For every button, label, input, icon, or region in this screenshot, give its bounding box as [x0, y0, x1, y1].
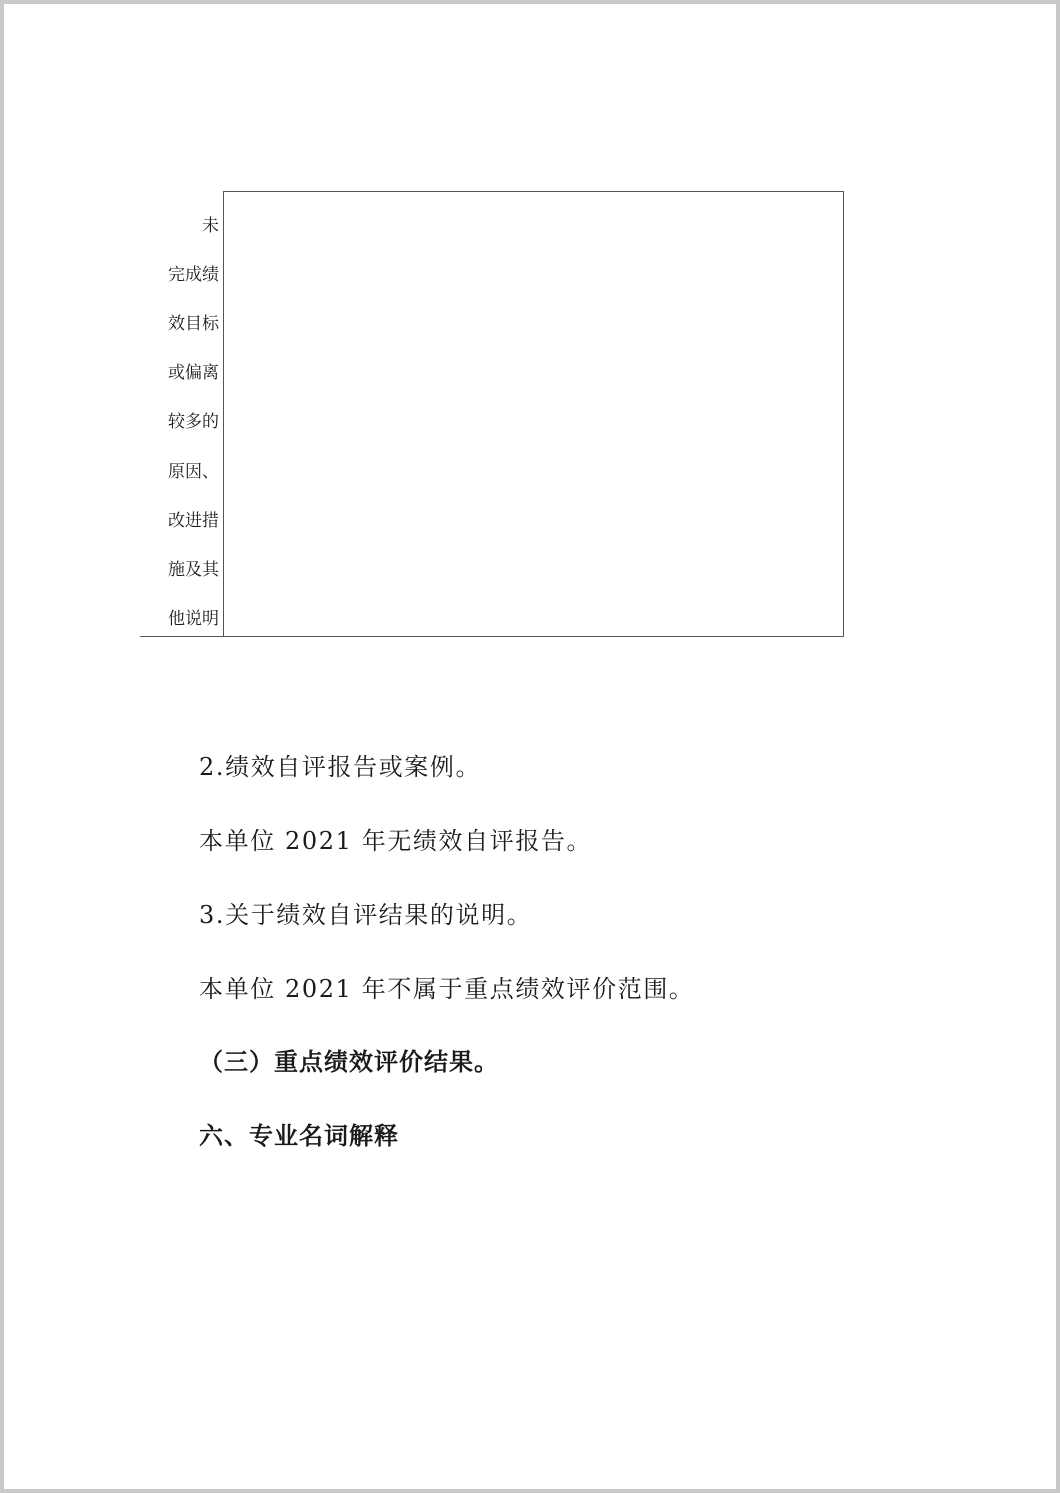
paragraph-not-in-scope: 本单位 2021 年不属于重点绩效评价范围。 [199, 975, 695, 1003]
paragraph-self-evaluation-report: 2.绩效自评报告或案例。 [199, 753, 482, 781]
paragraph-self-evaluation-notes: 3.关于绩效自评结果的说明。 [199, 901, 533, 929]
performance-table-fragment [140, 191, 844, 639]
label-line-9: 他说明 [168, 609, 219, 629]
label-line-3: 效目标 [168, 314, 219, 334]
label-line-1: 未 [202, 216, 219, 236]
label-line-2: 完成绩 [168, 265, 219, 285]
label-line-4: 或偏离 [168, 363, 219, 383]
label-line-5: 较多的 [168, 412, 219, 432]
label-line-7: 改进措 [168, 511, 219, 531]
paragraph-no-report: 本单位 2021 年无绩效自评报告。 [199, 827, 593, 855]
document-page [4, 4, 1056, 1489]
heading-terminology: 六、专业名词解释 [199, 1122, 399, 1150]
heading-key-evaluation-results: （三）重点绩效评价结果。 [199, 1048, 499, 1076]
label-line-8: 施及其 [168, 560, 219, 580]
table-content-cell [223, 191, 844, 637]
table-label-cell [140, 191, 223, 637]
label-line-6: 原因、 [168, 462, 219, 482]
